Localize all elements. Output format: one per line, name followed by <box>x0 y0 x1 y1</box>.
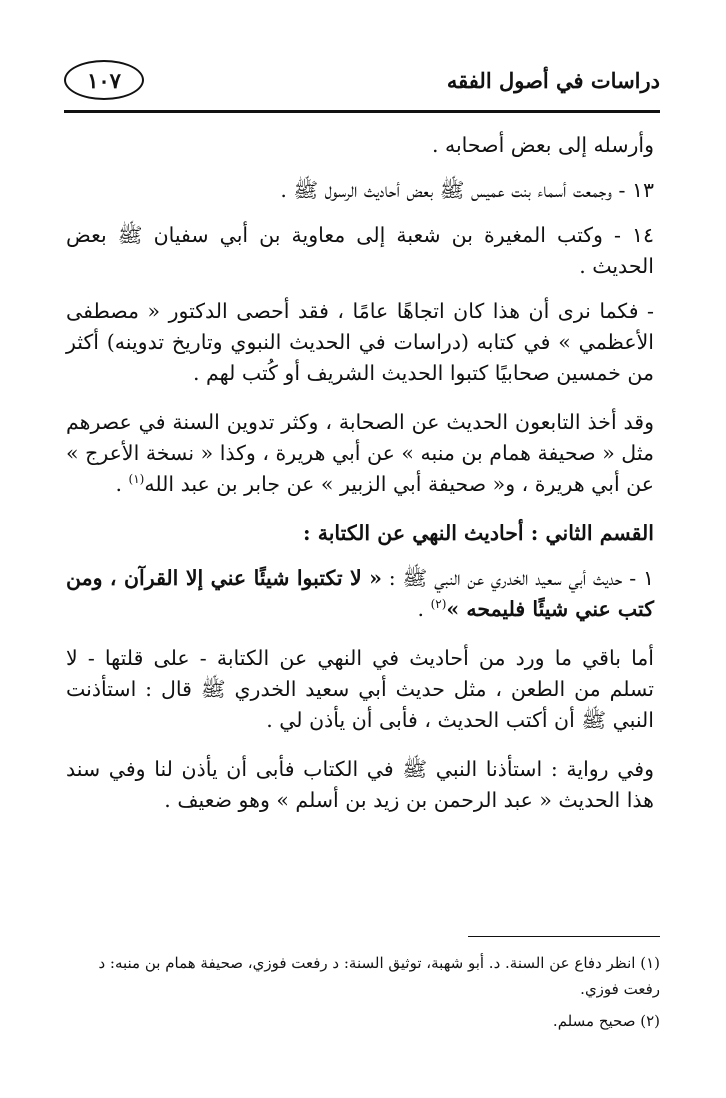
paragraph: أما باقي ما ورد من أحاديث في النهي عن الكتابة - على قلتها - لا تسلم من الطعن ، مثل حديث أبي سعيد الخدري ﷺ قال : استأذنت النبي ﷺ أن أكتب الحديث ، فأبى أن يأذن لي . <box>66 646 654 732</box>
footnote-2: (٢) صحيح مسلم. <box>552 1012 660 1030</box>
footnote-rule <box>468 936 660 937</box>
page-number <box>64 60 144 100</box>
header-rule <box>64 110 660 113</box>
paragraph-item-13: ١٣ - وجمعت أسماء بنت عميس ﷺ بعض أحاديث الرسول ﷺ . <box>280 178 654 202</box>
paragraph: وفي رواية : استأذنا النبي ﷺ في الكتاب فأبى أن يأذن لنا وفي سند هذا الحديث « عبد الرحمن بن زيد بن أسلم » وهو ضعيف . <box>66 757 654 812</box>
running-title: دراسات في أصول الفقه <box>446 68 660 93</box>
footnote-ref-2: (٢) <box>430 597 447 612</box>
paragraph-end: . <box>115 472 129 496</box>
footnote-ref-1: (١) <box>128 472 145 487</box>
hadith-quote: « لا تكتبوا شيئًا عني إلا القرآن ، ومن كتب عني شيئًا فليمحه » <box>66 566 654 621</box>
body-text <box>66 130 654 834</box>
section-heading: القسم الثاني : أحاديث النهي عن الكتابة : <box>303 521 654 545</box>
paragraph-item-1 <box>66 563 654 625</box>
paragraph: - فكما نرى أن هذا كان اتجاهًا عامًا ، فقد أحصى الدكتور « مصطفى الأعظمي » في كتابه (دراسات في الحديث النبوي وتاريخ تدوينه) أكثر من خمسين صحابيًا كتبوا الحديث الشريف أو كُتب لهم . <box>66 299 654 385</box>
footnote-1: (١) انظر دفاع عن السنة. د. أبو شهبة، توثيق السنة: د رفعت فوزي، صحيفة همام بن منبه: د رفعت فوزي. <box>98 954 660 998</box>
paragraph-end: . <box>417 597 431 621</box>
page-number-text: ١٠٧ <box>87 67 121 93</box>
footnotes <box>64 950 660 1040</box>
hadith-lead: ١ - حديث أبي سعيد الخدري عن النبي ﷺ : <box>381 566 654 590</box>
paragraph-text: وقد أخذ التابعون الحديث عن الصحابة ، وكثر تدوين السنة في عصرهم مثل « صحيفة همام بن منبه » عن أبي هريرة ، وكذا « نسخة الأعرج » عن أبي هريرة ، و« صحيفة أبي الزبير » عن جابر بن عبد الله <box>66 410 654 496</box>
paragraph: وأرسله إلى بعض أصحابه . <box>431 133 654 157</box>
paragraph <box>66 407 654 500</box>
paragraph-item-14: ١٤ - وكتب المغيرة بن شعبة إلى معاوية بن أبي سفيان ﷺ بعض الحديث . <box>66 223 654 278</box>
